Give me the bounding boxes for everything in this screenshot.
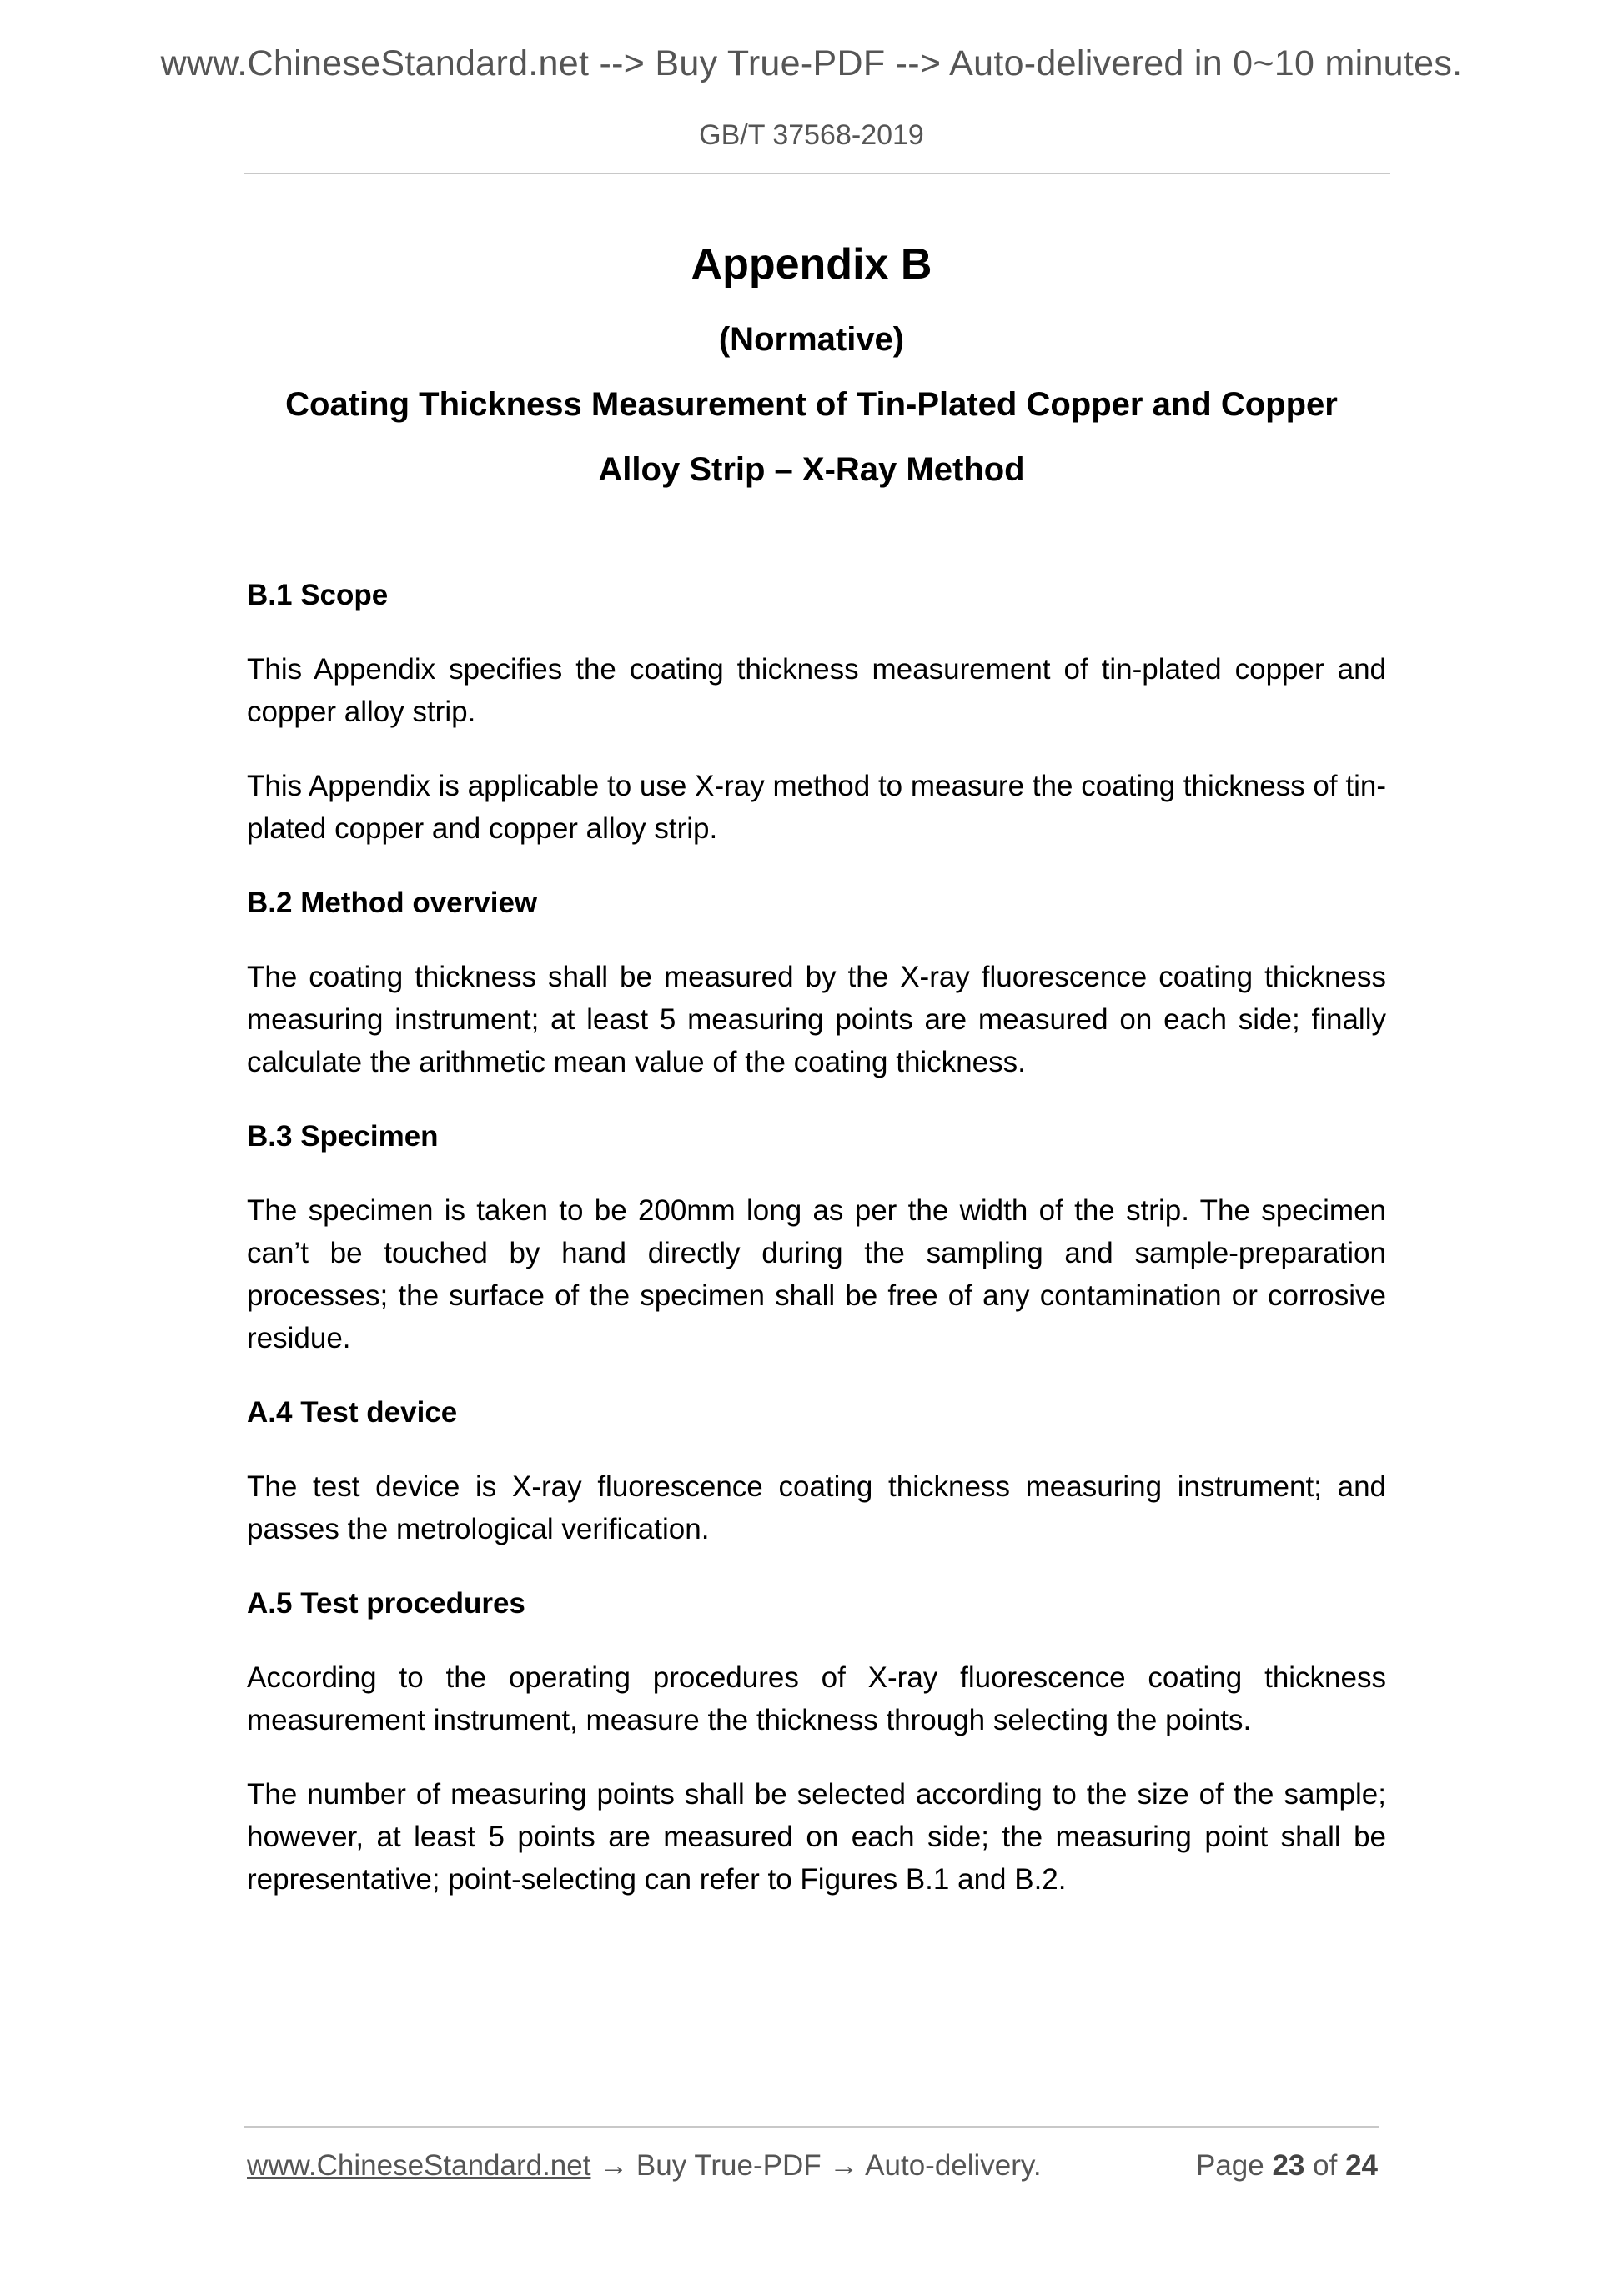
section-heading: A.4 Test device xyxy=(247,1396,458,1429)
page-number xyxy=(1196,2149,1378,2183)
paragraph: The test device is X-ray fluorescence coating thickness measuring instrument; and passes the metrological verification. xyxy=(247,1470,1386,1545)
section-test-procedures xyxy=(247,1582,1386,1901)
page-label: Page xyxy=(1195,2149,1264,2182)
section-heading: A.5 Test procedures xyxy=(247,1587,525,1620)
paragraph: This Appendix specifies the coating thickness measurement of tin-plated copper and copper alloy strip. xyxy=(247,653,1386,728)
footer-website-link[interactable]: www.ChineseStandard.net xyxy=(247,2149,591,2182)
header-divider xyxy=(244,173,1390,174)
footer xyxy=(247,2149,1378,2183)
appendix-type: (Normative) xyxy=(718,321,905,358)
page-current: 23 xyxy=(1272,2149,1305,2182)
appendix-heading-line-1: Coating Thickness Measurement of Tin-Plated Copper and Copper xyxy=(285,386,1338,423)
top-banner: www.ChineseStandard.net --> Buy True-PDF --> Auto-delivered in 0~10 minutes. xyxy=(160,43,1463,83)
section-heading: B.1 Scope xyxy=(247,579,389,611)
paragraph: This Appendix is applicable to use X-ray method to measure the coating thickness of tin-plated copper and copper alloy strip. xyxy=(247,770,1386,845)
section-method-overview xyxy=(247,882,1386,1083)
paragraph: According to the operating procedures of X-ray fluorescence coating thickness measurement instrument, measure the thickness through selecting the points. xyxy=(247,1661,1386,1736)
document-body xyxy=(247,574,1386,1932)
paragraph: The number of measuring points shall be selected according to the size of the sample; however, at least 5 points are measured on each side; the measuring point shall be representative; point-selecting can refer to Figures B.1 and B.2. xyxy=(247,1778,1386,1896)
footer-tagline: → Buy True-PDF → Auto-delivery. xyxy=(590,2149,1042,2182)
page-of: of xyxy=(1313,2149,1338,2182)
appendix-heading-line-2: Alloy Strip – X-Ray Method xyxy=(598,451,1025,488)
appendix-title: Appendix B xyxy=(691,240,932,289)
page-total: 24 xyxy=(1345,2149,1378,2182)
paragraph: The specimen is taken to be 200mm long as per the width of the strip. The specimen can’t be touched by hand directly during the sampling and sample-preparation processes; the surface of the specimen shall be free of any contamination or corrosive residue. xyxy=(247,1194,1386,1354)
section-scope xyxy=(247,574,1386,850)
paragraph: The coating thickness shall be measured by the X-ray fluorescence coating thickness measuring instrument; at least 5 measuring points are measured on each side; finally calculate the arithmetic mean value of the coating thickness. xyxy=(247,961,1386,1078)
section-heading: B.2 Method overview xyxy=(247,887,538,919)
document-code: GB/T 37568-2019 xyxy=(699,119,924,151)
section-test-device xyxy=(247,1391,1386,1550)
footer-divider xyxy=(244,2126,1379,2128)
section-specimen xyxy=(247,1115,1386,1359)
section-heading: B.3 Specimen xyxy=(247,1120,439,1153)
